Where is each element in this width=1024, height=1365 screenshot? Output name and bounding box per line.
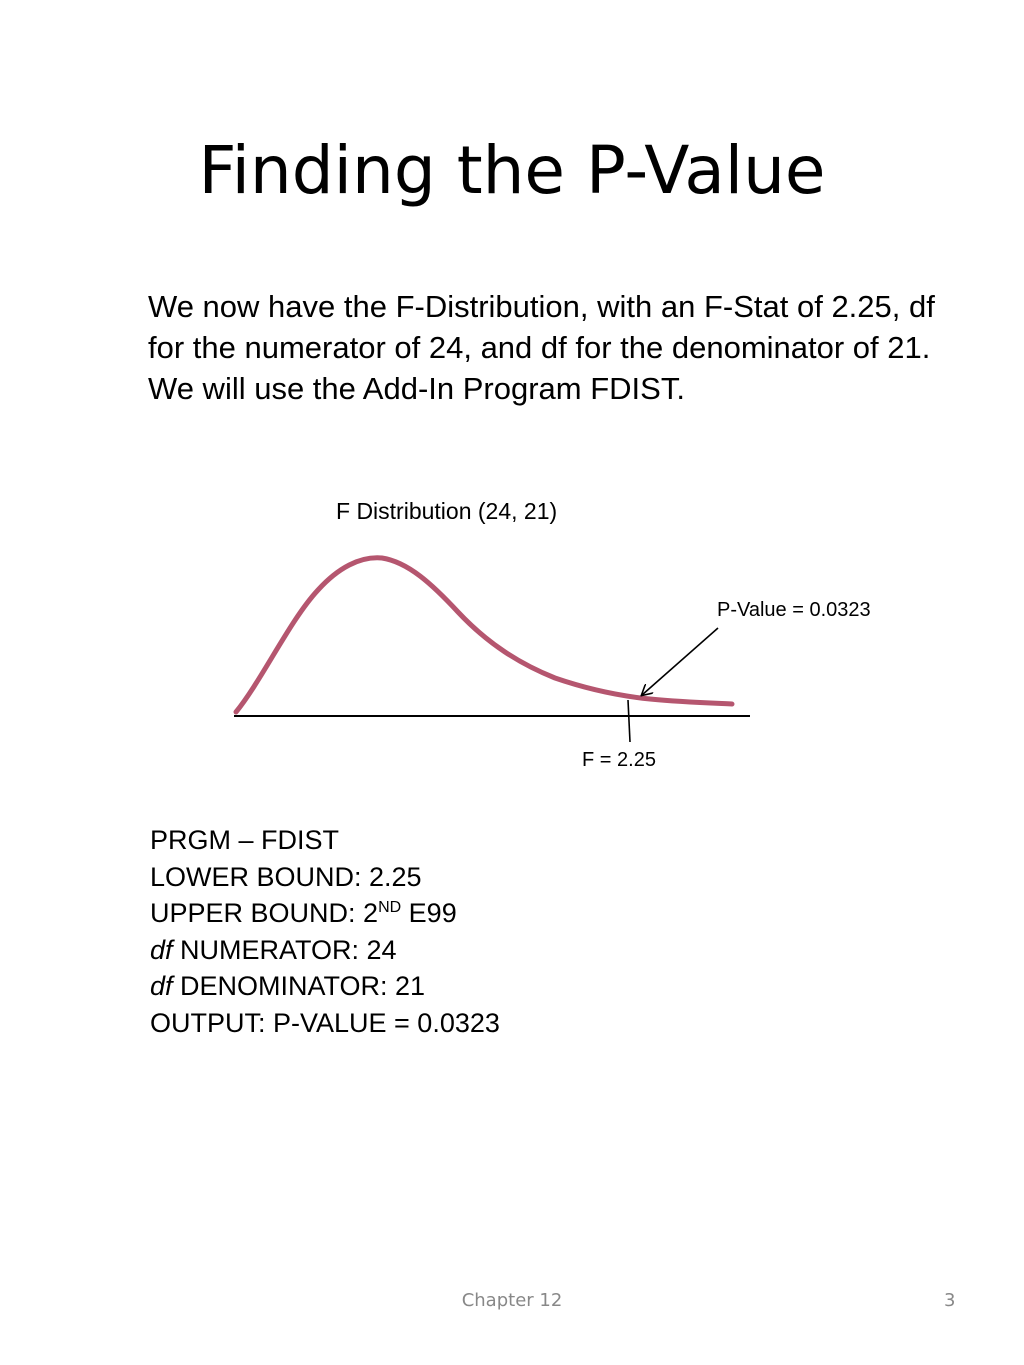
df-italic: df [150, 971, 173, 1001]
step-lower-bound: LOWER BOUND: 2.25 [150, 861, 422, 892]
f-stat-label: F = 2.25 [582, 749, 656, 771]
df-numerator-text: NUMERATOR: 24 [172, 934, 397, 965]
figure-title: F Distribution (24, 21) [336, 498, 558, 524]
f-stat-marker [628, 700, 630, 742]
upper-bound-text: UPPER BOUND: 2 [150, 898, 379, 928]
step-df-denominator [150, 968, 500, 1005]
df-italic: df [150, 934, 173, 965]
p-value-arrow [642, 628, 718, 695]
df-denominator-text: DENOMINATOR: 21 [172, 971, 426, 1001]
upper-bound-value: E99 [401, 898, 457, 928]
step-output: OUTPUT: P-VALUE = 0.0323 [150, 1007, 500, 1038]
p-value-label: P-Value = 0.0323 [717, 599, 871, 621]
step-upper-bound [150, 895, 500, 932]
step-program: PRGM – FDIST [150, 825, 340, 855]
step-df-numerator [150, 932, 500, 969]
footer-chapter: Chapter 12 [461, 1290, 563, 1311]
density-curve [236, 558, 732, 712]
calculator-steps [150, 822, 500, 1041]
intro-paragraph: We now have the F-Distribution, with an F-Stat of 2.25, df for the numerator of 24, and df for the denominator of 21. We will use the Add-In Program FDIST. [148, 289, 935, 406]
footer-page-number: 3 [944, 1290, 956, 1311]
slide-title: Finding the P-Value [198, 132, 826, 209]
upper-bound-superscript: ND [378, 899, 402, 916]
